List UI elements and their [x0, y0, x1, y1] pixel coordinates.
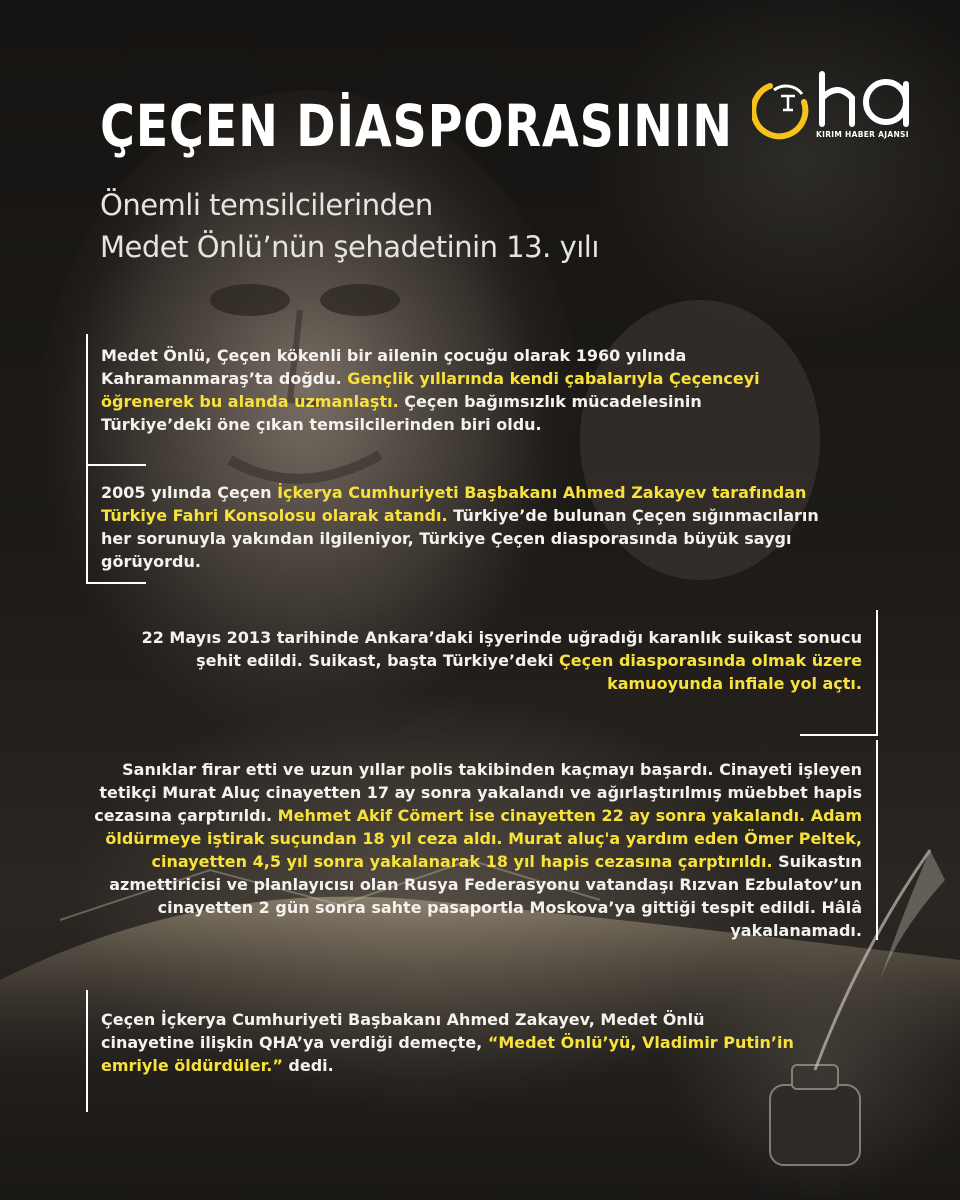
logo-caption: KIRIM HABER AJANSI: [816, 130, 909, 139]
block-1-highlight: Gençlik yıllarında kendi çabalarıyla Çeçenceyi öğrenerek bu alanda uzmanlaştı.: [101, 369, 760, 411]
page-title: ÇEÇEN DİASPORASININ: [100, 92, 733, 160]
block-2-left-bar: [86, 466, 88, 584]
block-3-right-bar: [876, 610, 878, 736]
block-2-text-end: Türkiye’de bulunan Çeçen sığınmacıların her sorunuyla yakından ilgileniyor, Türkiye Çeçen diasporasında büyük saygı görüyordu.: [101, 506, 819, 571]
block-5-highlight: “Medet Önlü’yü, Vladimir Putin’in emriyle öldürdüler.”: [101, 1033, 794, 1075]
subtitle-line-1: Önemli temsilcilerinden: [100, 188, 433, 222]
text-block-3: [140, 626, 862, 695]
block-5-text-end: dedi.: [282, 1056, 334, 1075]
block-2-text: 2005 yılında Çeçen: [101, 483, 278, 502]
block-2-bottom-line: [86, 582, 146, 584]
block-4-text-end: Suikastın azmettiricisi ve planlayıcısı olan Rusya Federasyonu vatandaşı Rızvan Ezbulatov’un cinayetten 2 gün sonra sahte pasaportla Moskova’ya gittiği tespit edildi. Hâlâ yakalanamadı.: [109, 852, 862, 940]
block-3-highlight: Çeçen diasporasında olmak üzere kamuoyunda infiale yol açtı.: [559, 651, 862, 693]
block-4-text: Sanıklar firar etti ve uzun yıllar polis takibinden kaçmayı başardı. Cinayeti işleyen tetikçi Murat Aluç cinayetten 17 ay sonra yakalandı ve ağırlaştırılmış müebbet hapis cezasına çarptırıldı.: [94, 760, 862, 825]
block-1-text-end: Çeçen bağımsızlık mücadelesinin Türkiye’deki öne çıkan temsilcilerinden biri oldu.: [101, 392, 702, 434]
text-block-4: [92, 758, 862, 942]
block-1-bottom-line: [86, 464, 146, 466]
block-1-left-bar: [86, 334, 88, 466]
block-3-text: 22 Mayıs 2013 tarihinde Ankara’daki işyerinde uğradığı karanlık suikast sonucu şehit edildi. Suikast, başta Türkiye’deki: [141, 628, 862, 670]
text-block-2: [101, 481, 821, 573]
block-5-text: Çeçen İçkerya Cumhuriyeti Başbakanı Ahmed Zakayev, Medet Önlü cinayetine ilişkin QHA’ya verdiği demeçte,: [101, 1010, 705, 1052]
subtitle-line-2: Medet Önlü’nün şehadetinin 13. yılı: [100, 230, 599, 264]
block-1-text: Medet Önlü, Çeçen kökenli bir ailenin çocuğu olarak 1960 yılında Kahramanmaraş’ta doğdu.: [101, 346, 687, 388]
block-3-bottom-line: [800, 734, 878, 736]
text-block-5: [101, 1008, 801, 1077]
text-block-1: [101, 344, 781, 436]
block-4-highlight: Mehmet Akif Cömert ise cinayetten 22 ay sonra yakalandı. Adam öldürmeye iştirak suçundan 18 yıl ceza aldı. Murat aluç'a yardım eden Ömer Peltek, cinayetten 4,5 yıl sonra yakalanarak 18 yıl hapis cezasına çarptırıldı.: [105, 806, 862, 871]
block-2-highlight: İçkerya Cumhuriyeti Başbakanı Ahmed Zakayev tarafından Türkiye Fahri Konsolosu olarak atandı.: [101, 483, 807, 525]
block-5-left-bar: [86, 990, 88, 1112]
block-4-right-bar: [876, 740, 878, 940]
